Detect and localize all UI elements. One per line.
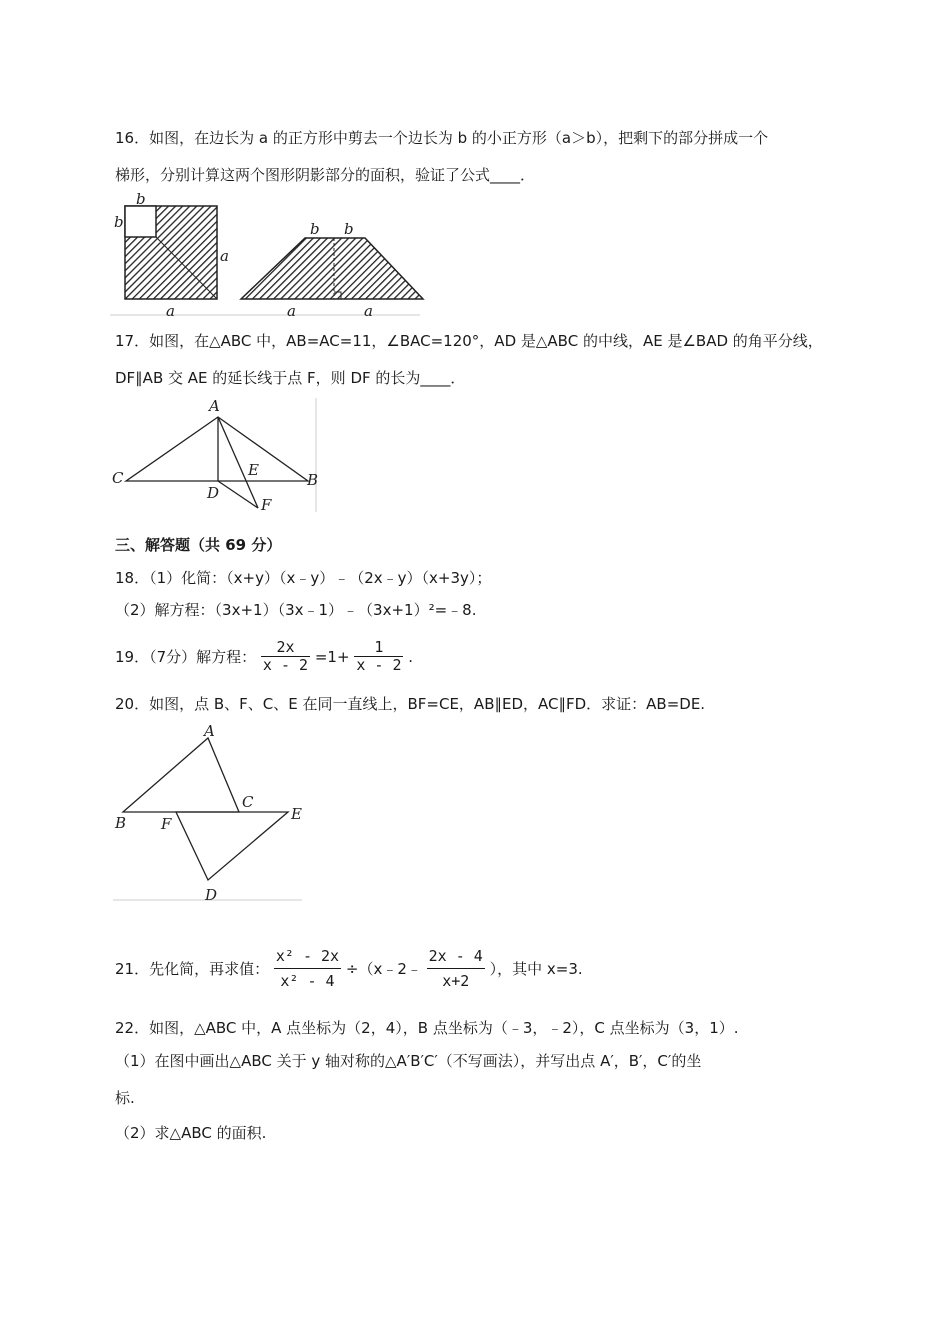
q19-mid: =1+ bbox=[314, 647, 350, 666]
q17-text-line1: 17．如图，在△ABC 中，AB=AC=11，∠BAC=120°，AD 是△ABC 的中线，AE 是∠BAD 的角平分线， bbox=[115, 332, 823, 350]
label-b-top: b bbox=[136, 193, 146, 208]
q21-fraction-1 bbox=[274, 944, 341, 993]
trapezoid bbox=[241, 238, 423, 299]
q21-f2-denominator: x+2 bbox=[427, 968, 485, 993]
q19-suffix: . bbox=[408, 647, 414, 666]
q21-suffix: ），其中 x=3. bbox=[489, 959, 583, 978]
label-b-trap2: b bbox=[344, 220, 354, 238]
q16-figure bbox=[110, 193, 430, 318]
q21-expression bbox=[115, 938, 583, 999]
q19-f1-numerator: 2x bbox=[276, 638, 295, 656]
q21-f2-numerator: 2x - 4 bbox=[428, 947, 483, 965]
label-F: F bbox=[261, 496, 272, 514]
q17-figure bbox=[108, 395, 323, 517]
label-C: C bbox=[242, 793, 254, 811]
q19-f2-numerator: 1 bbox=[374, 638, 384, 656]
label-D: D bbox=[207, 484, 220, 502]
triangle-FED bbox=[176, 812, 288, 880]
q18-text-line2: （2）解方程：（3x+1）（3x﹣1）﹣（3x+1）²=﹣8. bbox=[115, 601, 477, 619]
q19-prefix: 19．（7分）解方程： bbox=[115, 647, 257, 666]
q21-mid: ÷（x﹣2﹣ bbox=[345, 959, 422, 978]
triangle-ABC bbox=[126, 417, 308, 481]
label-b-trap1: b bbox=[310, 220, 320, 238]
q16-text-line2: 梯形，分别计算这两个图形阴影部分的面积，验证了公式____． bbox=[115, 166, 536, 184]
q19-equation bbox=[115, 637, 413, 676]
triangle-ABC bbox=[123, 738, 239, 812]
label-E: E bbox=[291, 805, 302, 823]
label-F: F bbox=[161, 815, 172, 833]
label-a-trap2: a bbox=[364, 302, 373, 318]
q18-text-line1: 18．（1）化简：（x+y）（x﹣y）﹣（2x﹣y）（x+3y）； bbox=[115, 569, 492, 587]
q22-text-line3: 标. bbox=[115, 1089, 135, 1107]
q19-f2-denominator: x - 2 bbox=[356, 656, 402, 674]
label-a-bottom: a bbox=[166, 302, 175, 318]
q21-f1-numerator: x² - 2x bbox=[275, 947, 340, 965]
label-B: B bbox=[307, 471, 319, 489]
section-3-heading: 三、解答题（共 69 分） bbox=[115, 536, 282, 554]
q21-prefix: 21．先化简，再求值： bbox=[115, 959, 270, 978]
q20-figure bbox=[108, 720, 313, 905]
label-a-trap1: a bbox=[287, 302, 296, 318]
q22-text-line2: （1）在图中画出△ABC 关于 y 轴对称的△A′B′C′（不写画法），并写出点 A′，B′，C′的坐 bbox=[115, 1052, 702, 1070]
label-D: D bbox=[205, 886, 218, 904]
q21-fraction-2 bbox=[427, 944, 485, 993]
label-C: C bbox=[112, 469, 124, 487]
q16-text-line1: 16．如图，在边长为 a 的正方形中剪去一个边长为 b 的小正方形（a＞b），把剩下的部分拼成一个 bbox=[115, 129, 769, 147]
label-b-left: b bbox=[114, 213, 124, 231]
q17-text-line2: DF∥AB 交 AE 的延长线于点 F，则 DF 的长为____． bbox=[115, 369, 466, 387]
label-A: A bbox=[209, 397, 220, 415]
label-B: B bbox=[115, 814, 127, 832]
q19-fraction-1 bbox=[261, 639, 310, 674]
q21-f1-denominator: x² - 4 bbox=[274, 968, 341, 993]
cut-square bbox=[125, 206, 156, 237]
label-E: E bbox=[248, 461, 259, 479]
label-A: A bbox=[204, 722, 215, 740]
q20-text-line1: 20．如图，点 B、F、C、E 在同一直线上，BF=CE，AB∥ED，AC∥FD．求证：AB=DE. bbox=[115, 695, 706, 713]
q19-f1-denominator: x - 2 bbox=[262, 656, 309, 674]
q19-fraction-2 bbox=[354, 639, 403, 674]
q22-text-line1: 22．如图，△ABC 中，A 点坐标为（2，4），B 点坐标为（﹣3，﹣2），C 点坐标为（3，1）. bbox=[115, 1019, 739, 1037]
q22-text-line4: （2）求△ABC 的面积. bbox=[115, 1124, 267, 1142]
label-a-right: a bbox=[220, 247, 229, 265]
